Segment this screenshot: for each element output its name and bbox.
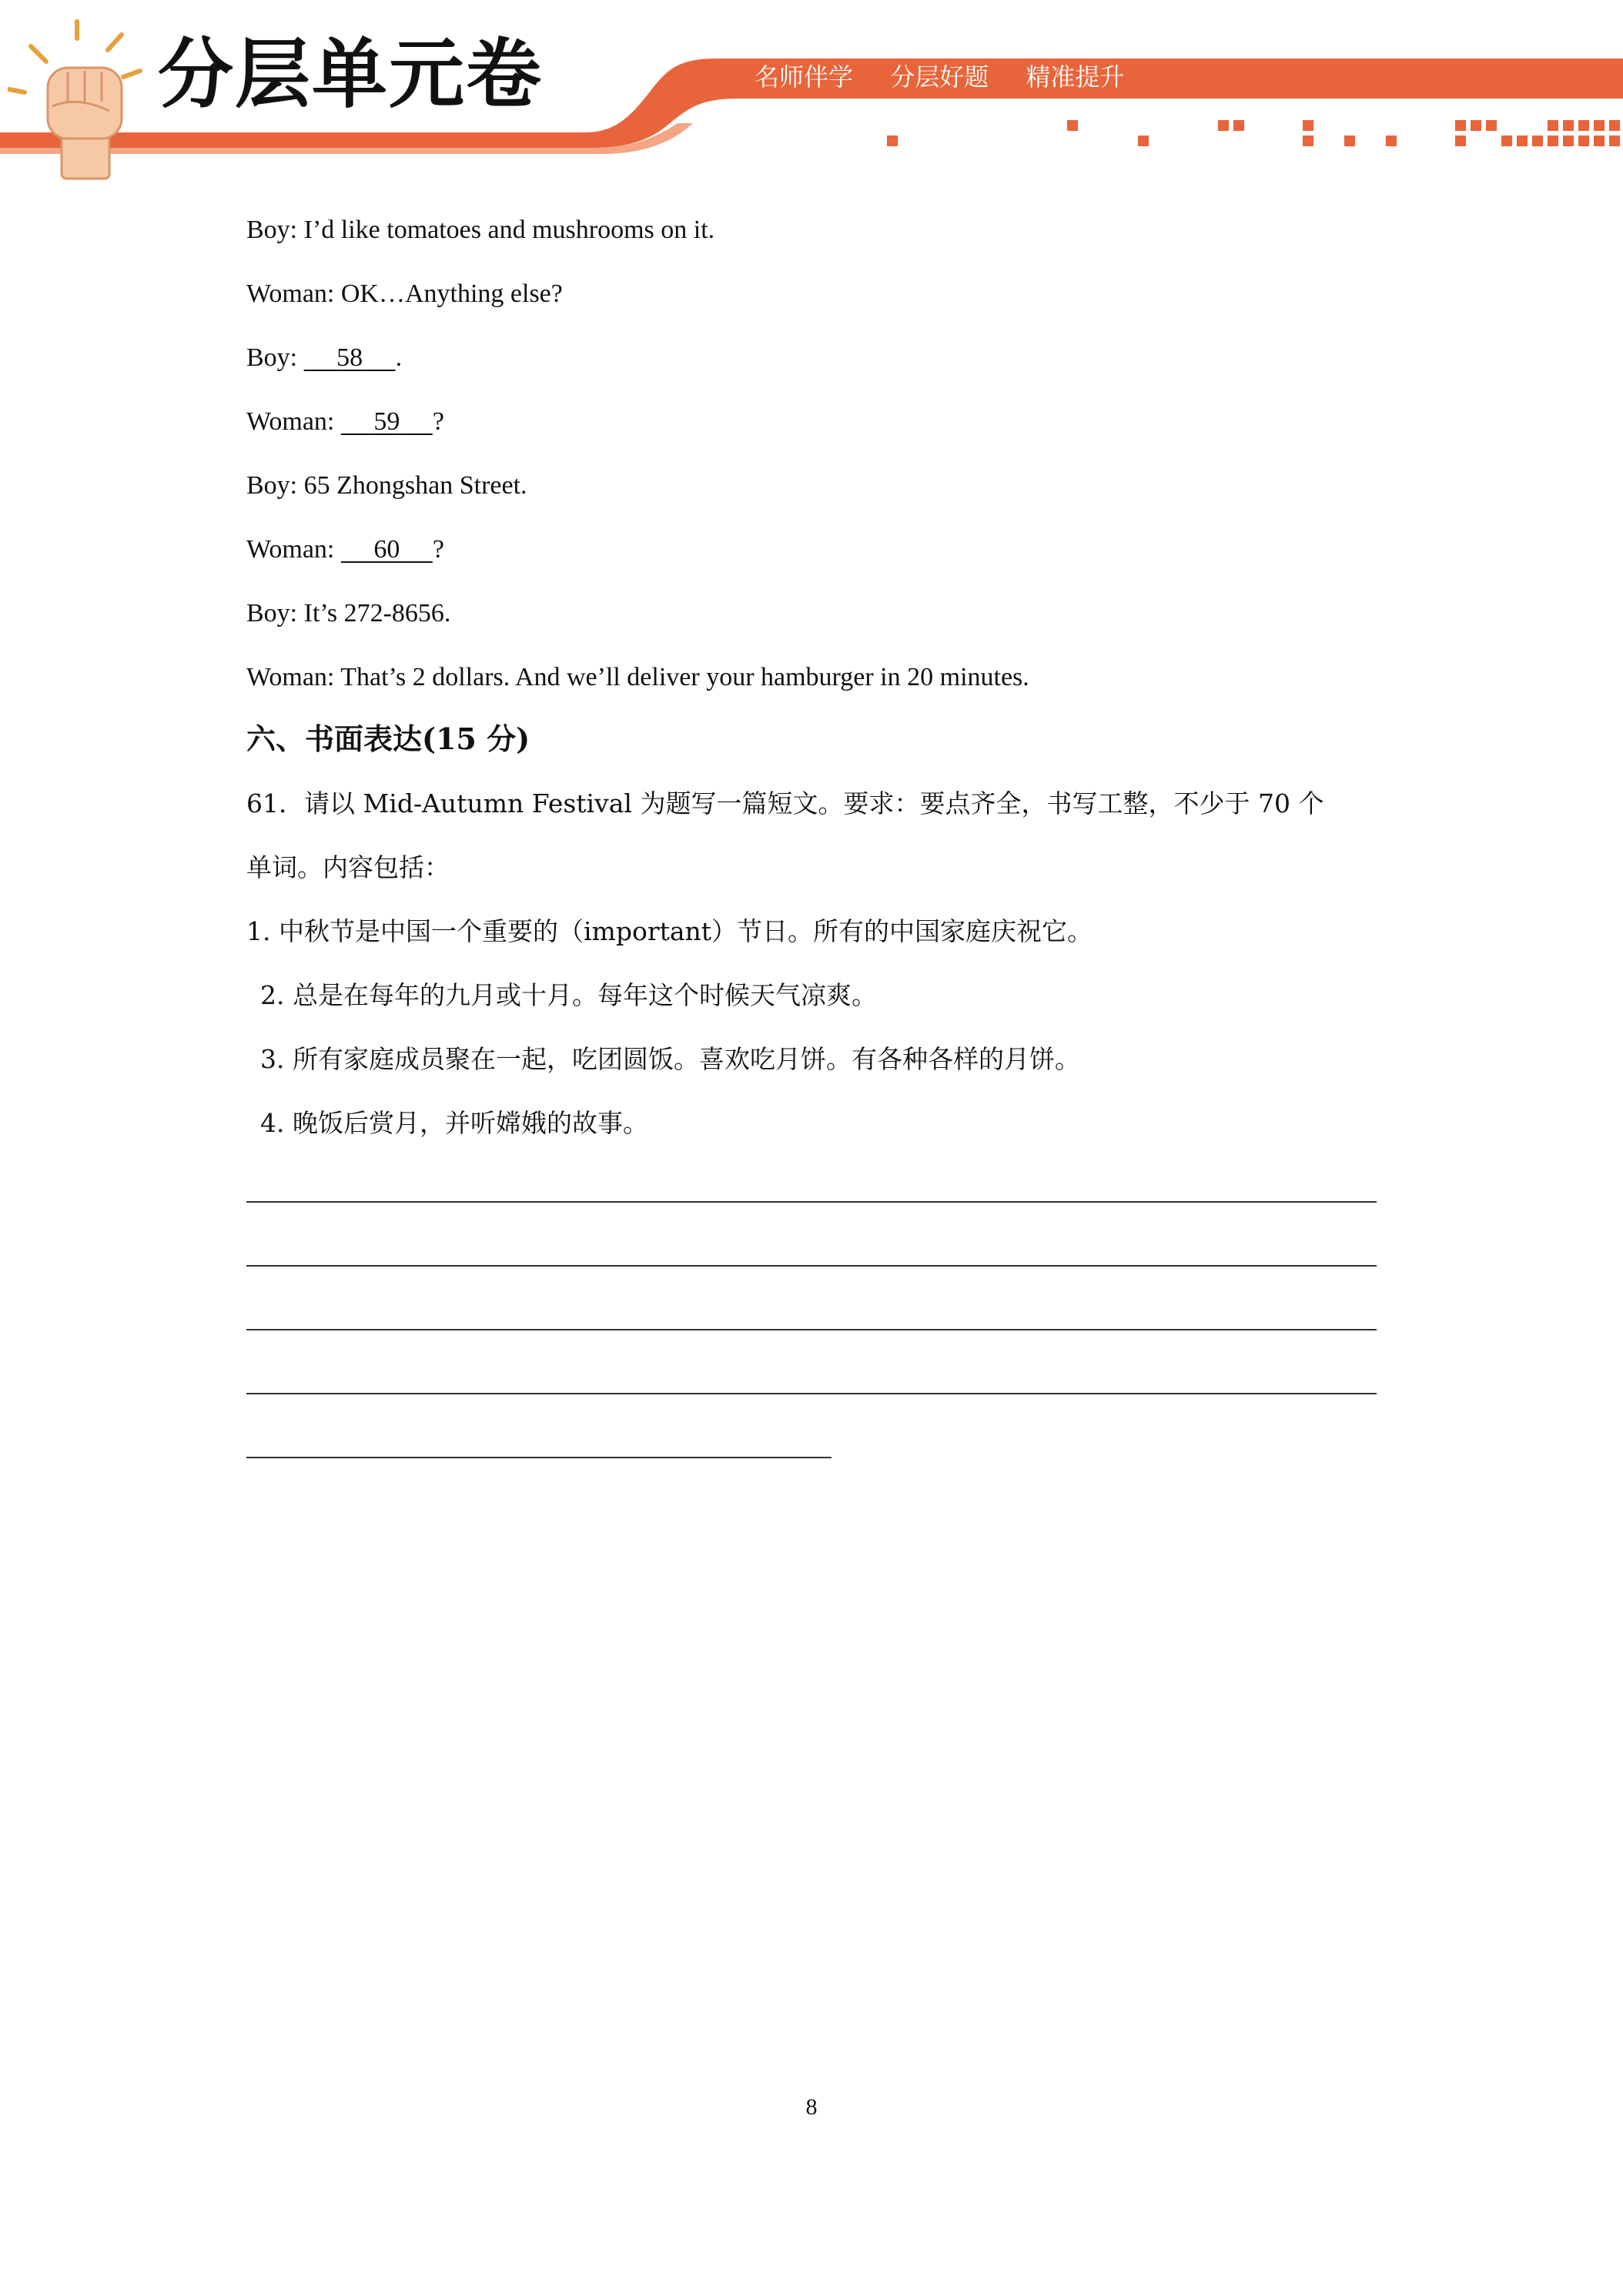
speaker: Woman:: [246, 407, 335, 436]
blank-number: 58: [336, 343, 363, 372]
speaker: Woman:: [246, 535, 335, 564]
decor-squares: [887, 120, 1620, 146]
content-point: 4. 晚饭后赏月，并听嫦娥的故事。: [260, 1108, 648, 1138]
answer-blank-59[interactable]: [341, 407, 433, 436]
dialogue-text: I’d like tomatoes and mushrooms on it.: [297, 216, 715, 244]
dialogue-line: [246, 598, 450, 629]
dialogue-line: [246, 662, 1029, 693]
speaker: Woman:: [246, 663, 335, 691]
speaker: Woman:: [246, 279, 335, 308]
dialogue-text: OK…Anything else?: [334, 279, 563, 308]
blank-number: 59: [373, 407, 400, 436]
header-slogan: [755, 60, 1623, 94]
answer-blank-58[interactable]: [304, 343, 396, 372]
page-header: [0, 0, 1623, 177]
content-point: 3. 所有家庭成员聚在一起，吃团圆饭。喜欢吃月饼。有各种各样的月饼。: [260, 1044, 1080, 1074]
writing-line[interactable]: [246, 1265, 1377, 1267]
writing-line[interactable]: [246, 1329, 1377, 1330]
question-text: 61．请以 Mid-Autumn Festival 为题写一篇短文。要求：要点齐全，书写工整，不少于 70 个: [246, 788, 1324, 818]
section-title: 六、书面表达(15 分): [246, 721, 530, 756]
dialogue-line: Boy: 58 .: [246, 343, 403, 372]
content-point: 2. 总是在每年的九月或十月。每年这个时候天气凉爽。: [260, 980, 877, 1010]
writing-line[interactable]: [246, 1393, 1377, 1394]
dialogue-line: Woman: 60 ?: [246, 535, 444, 564]
answer-blank-60[interactable]: [341, 535, 433, 564]
question-text: 单词。内容包括：: [246, 852, 450, 882]
slogan-item: 名师伴学: [755, 62, 854, 92]
brand-title: 分层单元卷: [158, 31, 544, 119]
dialogue-line: [246, 279, 563, 310]
dialogue-text: 65 Zhongshan Street.: [297, 471, 527, 500]
slogan-item: 分层好题: [890, 62, 989, 92]
page-number: 8: [805, 2094, 818, 2120]
speaker: Boy:: [246, 471, 298, 500]
dialogue-text: It’s 272-8656.: [297, 599, 451, 628]
speaker: Boy:: [246, 599, 298, 628]
dialogue-line: [246, 470, 527, 501]
dialogue-line: [246, 215, 714, 246]
fist-icon: [8, 15, 146, 185]
writing-line[interactable]: [246, 1457, 832, 1458]
blank-number: 60: [373, 535, 400, 564]
speaker: Boy:: [246, 343, 298, 372]
content-point: 1. 中秋节是中国一个重要的（important）节日。所有的中国家庭庆祝它。: [246, 916, 1093, 946]
writing-line[interactable]: [246, 1201, 1377, 1203]
dialogue-line: Woman: 59 ?: [246, 407, 444, 436]
speaker: Boy:: [246, 216, 298, 244]
slogan-item: 精准提升: [1026, 62, 1125, 92]
dialogue-text: That’s 2 dollars. And we’ll deliver your hamburger in 20 minutes.: [334, 663, 1029, 691]
